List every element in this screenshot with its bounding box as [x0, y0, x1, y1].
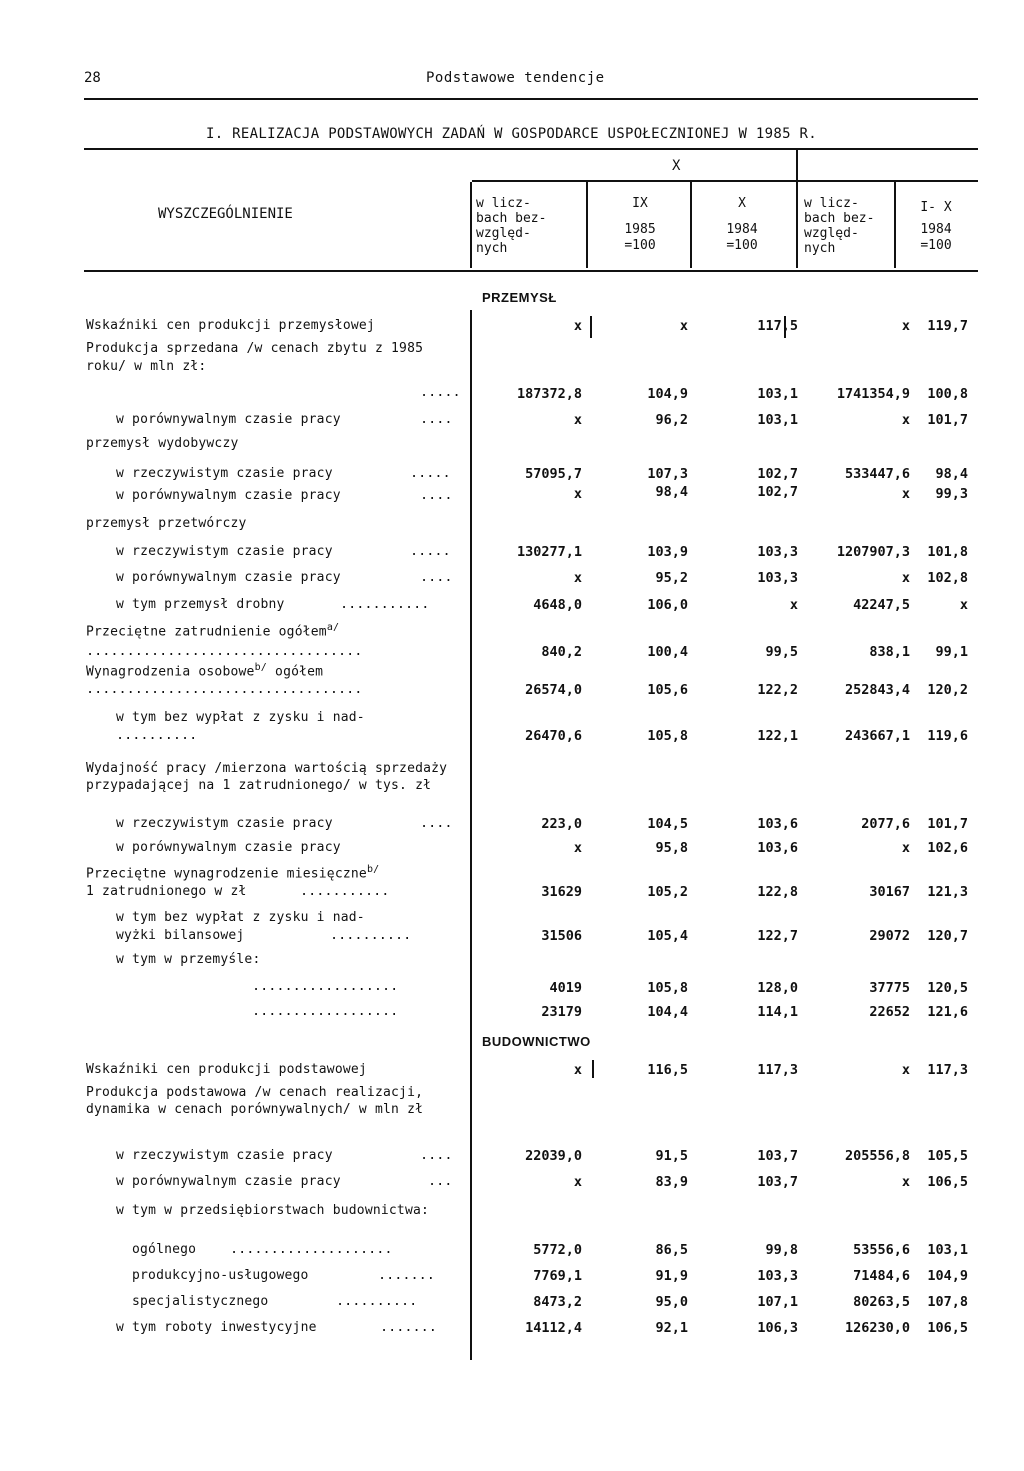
cell: 120,2 — [927, 682, 968, 698]
cell: 91,5 — [655, 1148, 688, 1164]
row-label: w tym przemysł drobny — [116, 597, 285, 612]
cell: 31629 — [541, 884, 582, 900]
cell: 30167 — [869, 884, 910, 900]
cell: 103,6 — [757, 816, 798, 832]
cell: 106,5 — [927, 1320, 968, 1336]
cell: 103,9 — [647, 544, 688, 560]
leader-dots: .... — [420, 487, 453, 503]
cell: 42247,5 — [853, 597, 910, 613]
cell: x — [573, 840, 582, 856]
cell: 243667,1 — [844, 728, 910, 744]
cell: x — [573, 318, 582, 334]
cell: 102,6 — [927, 840, 968, 856]
cell: 105,8 — [647, 728, 688, 744]
header-col5-top: I- X — [920, 200, 952, 215]
row-label: w tym roboty inwestycyjne — [116, 1320, 317, 1335]
footnote-mark: a/ — [326, 622, 340, 633]
header-col3-mid: 1984 — [726, 222, 758, 237]
cell: 117,3 — [757, 1062, 798, 1078]
cell: 106,0 — [647, 597, 688, 613]
leader-dots: .......... — [330, 927, 412, 943]
leader-dots: ....... — [378, 1267, 435, 1283]
row-label: specjalistycznego — [132, 1294, 269, 1309]
leader-dots: .................... — [230, 1241, 393, 1257]
row-label: w rzeczywistym czasie pracy — [116, 544, 333, 559]
cell: 122,7 — [757, 928, 798, 944]
cell: 92,1 — [655, 1320, 688, 1336]
leader-dots: .... — [420, 1147, 453, 1163]
cell: 105,8 — [647, 980, 688, 996]
cell: 95,2 — [655, 570, 688, 586]
cell: 37775 — [869, 980, 910, 996]
footnote-mark: b/ — [366, 864, 380, 875]
cell: 104,9 — [647, 386, 688, 402]
cell: 840,2 — [541, 644, 582, 660]
cell: 1207907,3 — [836, 544, 910, 560]
cell: 99,1 — [935, 644, 968, 660]
row-label: ogólnego — [132, 1242, 197, 1257]
cell: 105,5 — [927, 1148, 968, 1164]
cell: 252843,4 — [844, 682, 910, 698]
row-label: w porównywalnym czasie pracy — [116, 412, 341, 427]
leader-dots: ........... — [300, 883, 390, 899]
row-label: w porównywalnym czasie pracy — [116, 570, 341, 585]
cell: 107,1 — [757, 1294, 798, 1310]
leader-dots: .......... — [116, 727, 198, 743]
cell: x — [901, 570, 910, 586]
cell: 100,4 — [647, 644, 688, 660]
cell: 26470,6 — [525, 728, 582, 744]
cell: 103,3 — [757, 570, 798, 586]
cell: 103,6 — [757, 840, 798, 856]
row-label: wyżki bilansowej — [116, 928, 245, 943]
cell: 120,7 — [927, 928, 968, 944]
header-col2-mid: 1985 — [624, 222, 656, 237]
cell: 71484,6 — [853, 1268, 910, 1284]
cell: 2077,6 — [861, 816, 910, 832]
section-construction: BUDOWNICTWO — [482, 1034, 591, 1049]
cell: 95,8 — [655, 840, 688, 856]
row-label: w porównywalnym czasie pracy — [116, 488, 341, 503]
leader-dots: ....... — [380, 1319, 437, 1335]
row-label: przemysł przetwórczy — [86, 516, 247, 531]
cell: 1741354,9 — [836, 386, 910, 402]
row-label: Wydajność pracy /mierzona wartością sprzedaży przypadającej na 1 zatrudnionego/ w tys. zł — [86, 761, 448, 793]
cell: 5772,0 — [533, 1242, 582, 1258]
running-head: Podstawowe tendencje — [426, 70, 605, 86]
row-label: przemysł wydobywczy — [86, 436, 239, 451]
row-label: w porównywalnym czasie pracy — [116, 840, 341, 855]
cell: 223,0 — [541, 816, 582, 832]
cell: 80263,5 — [853, 1294, 910, 1310]
cell: x — [573, 412, 582, 428]
cell: 57095,7 — [525, 466, 582, 482]
cell: 120,5 — [927, 980, 968, 996]
cell: 96,2 — [655, 412, 688, 428]
header-divider-5 — [894, 182, 896, 268]
cell: x — [573, 486, 582, 502]
page-number: 28 — [84, 70, 101, 86]
cell: 29072 — [869, 928, 910, 944]
row-label: w tym w przemyśle: — [116, 952, 261, 967]
cell: 121,6 — [927, 1004, 968, 1020]
cell: 128,0 — [757, 980, 798, 996]
cell: 26574,0 — [525, 682, 582, 698]
cell: 103,7 — [757, 1148, 798, 1164]
row-label: Przeciętne zatrudnienie ogółem — [86, 624, 327, 640]
cell: 103,3 — [757, 1268, 798, 1284]
row-label: w porównywalnym czasie pracy — [116, 1174, 341, 1189]
cell: 86,5 — [655, 1242, 688, 1258]
cell: 117,3 — [927, 1062, 968, 1078]
cell: 106,3 — [757, 1320, 798, 1336]
cell: 533447,6 — [844, 466, 910, 482]
leader-dots: .... — [420, 569, 453, 585]
cell: 122,1 — [757, 728, 798, 744]
header-col5-bot: =100 — [920, 238, 952, 253]
leader-dots: ........... — [340, 596, 430, 612]
header-divider-3 — [690, 182, 692, 268]
header-bottom-rule — [84, 270, 978, 272]
row-label-header: WYSZCZEGÓLNIENIE — [158, 206, 293, 222]
cell: 104,5 — [647, 816, 688, 832]
row-label: Przeciętne wynagrodzenie miesięczne — [86, 866, 367, 882]
cell: 107,8 — [927, 1294, 968, 1310]
cell: 101,8 — [927, 544, 968, 560]
cell: x — [573, 1174, 582, 1190]
cell: 117,5 — [757, 318, 798, 334]
cell: 103,7 — [757, 1174, 798, 1190]
cell: 101,7 — [927, 816, 968, 832]
leader-dots: .... — [420, 815, 453, 831]
cell: 122,2 — [757, 682, 798, 698]
cell: 100,8 — [927, 386, 968, 402]
cell: 22652 — [869, 1004, 910, 1020]
cell: x — [901, 318, 910, 334]
cell: 22039,0 — [525, 1148, 582, 1164]
row-label: Produkcja sprzedana /w cenach zbytu z 1985 roku/ w mln zł: — [86, 341, 424, 374]
cell: 99,3 — [935, 486, 968, 502]
footnote-mark: b/ — [254, 662, 268, 673]
cell: x — [901, 412, 910, 428]
leader-dots: .................................. — [86, 681, 363, 697]
cell: 104,4 — [647, 1004, 688, 1020]
row-label: w rzeczywistym czasie pracy — [116, 466, 333, 481]
cell: 119,7 — [927, 318, 968, 334]
cell: 106,5 — [927, 1174, 968, 1190]
cell: 187372,8 — [516, 386, 582, 402]
row-label: produkcyjno-usługowego — [132, 1268, 309, 1283]
leader-dots: .... — [420, 411, 453, 427]
cell: 53556,6 — [853, 1242, 910, 1258]
row-label: w tym bez wypłat z zysku i nad- — [116, 710, 365, 725]
cell: 95,0 — [655, 1294, 688, 1310]
group-label-x: X — [672, 158, 681, 174]
cell: 105,4 — [647, 928, 688, 944]
cell: 122,8 — [757, 884, 798, 900]
cell: 102,7 — [757, 466, 798, 482]
leader-dots: ..... — [410, 465, 451, 481]
cell: 126230,0 — [844, 1320, 910, 1336]
leader-dots: ..... — [420, 384, 461, 400]
row-label: Wynagrodzenia osobowe — [86, 664, 255, 680]
cell: x — [901, 1174, 910, 1190]
cell: x — [573, 1062, 582, 1078]
leader-dots: ... — [428, 1173, 453, 1189]
cell: x — [959, 597, 968, 613]
row-label: w rzeczywistym czasie pracy — [116, 816, 333, 831]
cell: 102,7 — [757, 484, 798, 500]
header-divider-2 — [586, 182, 588, 268]
cell: 104,9 — [927, 1268, 968, 1284]
group-rule — [472, 180, 978, 182]
cell: 130277,1 — [516, 544, 582, 560]
cell: 99,5 — [765, 644, 798, 660]
title-rule — [84, 148, 978, 150]
cell: 114,1 — [757, 1004, 798, 1020]
cell: 31506 — [541, 928, 582, 944]
row-label: 1 zatrudnionego w zł — [86, 884, 247, 899]
cell: 838,1 — [869, 644, 910, 660]
cell: 102,8 — [927, 570, 968, 586]
cell: x — [679, 318, 688, 334]
cell: 107,3 — [647, 466, 688, 482]
row-label: Wskaźniki cen produkcji przemysłowej — [86, 318, 375, 333]
leader-dots: .................. — [252, 978, 399, 994]
cell: 98,4 — [655, 484, 688, 500]
cell: 23179 — [541, 1004, 582, 1020]
cell: 83,9 — [655, 1174, 688, 1190]
header-divider-1 — [470, 182, 472, 268]
cell: x — [901, 1062, 910, 1078]
table-title: I. REALIZACJA PODSTAWOWYCH ZADAŃ W GOSPODARCE USPOŁECZNIONEJ W 1985 R. — [206, 126, 818, 142]
cell: 7769,1 — [533, 1268, 582, 1284]
cell: 91,9 — [655, 1268, 688, 1284]
cell: 121,3 — [927, 884, 968, 900]
leader-dots: .......... — [336, 1293, 418, 1309]
cell: 103,1 — [927, 1242, 968, 1258]
cell: 105,6 — [647, 682, 688, 698]
cell: 8473,2 — [533, 1294, 582, 1310]
cell: 99,8 — [765, 1242, 798, 1258]
row-label: w tym w przedsiębiorstwach budownictwa: — [116, 1203, 430, 1218]
cell: 105,2 — [647, 884, 688, 900]
cell: 116,5 — [647, 1062, 688, 1078]
cell: 103,3 — [757, 544, 798, 560]
row-label: Wskaźniki cen produkcji podstawowej — [86, 1062, 367, 1077]
cell: x — [901, 486, 910, 502]
header-col1: w licz- bach bez- względ- nych — [476, 196, 547, 256]
header-col3-bot: =100 — [726, 238, 758, 253]
header-divider-4 — [796, 150, 798, 268]
header-col3-top: X — [738, 196, 746, 211]
leader-dots: .................................. — [86, 643, 363, 659]
cell: 205556,8 — [844, 1148, 910, 1164]
cell: 103,1 — [757, 386, 798, 402]
section-industry: PRZEMYSŁ — [482, 290, 557, 305]
row-label: w rzeczywistym czasie pracy — [116, 1148, 333, 1163]
header-rule — [84, 98, 978, 100]
cell: x — [789, 597, 798, 613]
leader-dots: .................. — [252, 1003, 399, 1019]
cell: 101,7 — [927, 412, 968, 428]
cell: 103,1 — [757, 412, 798, 428]
cell: 4019 — [549, 980, 582, 996]
cell: 14112,4 — [525, 1320, 582, 1336]
cell: 4648,0 — [533, 597, 582, 613]
leader-dots: ..... — [410, 543, 451, 559]
row-label: w tym bez wypłat z zysku i nad- — [116, 910, 365, 925]
header-col2-bot: =100 — [624, 238, 656, 253]
row-label-suffix: ogółem — [267, 664, 324, 680]
header-col4: w licz- bach bez- względ- nych — [804, 196, 875, 256]
cell: 98,4 — [935, 466, 968, 482]
cell: x — [901, 840, 910, 856]
cell: x — [573, 570, 582, 586]
row-label: Produkcja podstawowa /w cenach realizacji, dynamika w cenach porównywalnych/ w mln zł — [86, 1085, 424, 1117]
header-col2-top: IX — [632, 196, 648, 211]
cell: 119,6 — [927, 728, 968, 744]
header-col5-mid: 1984 — [920, 222, 952, 237]
